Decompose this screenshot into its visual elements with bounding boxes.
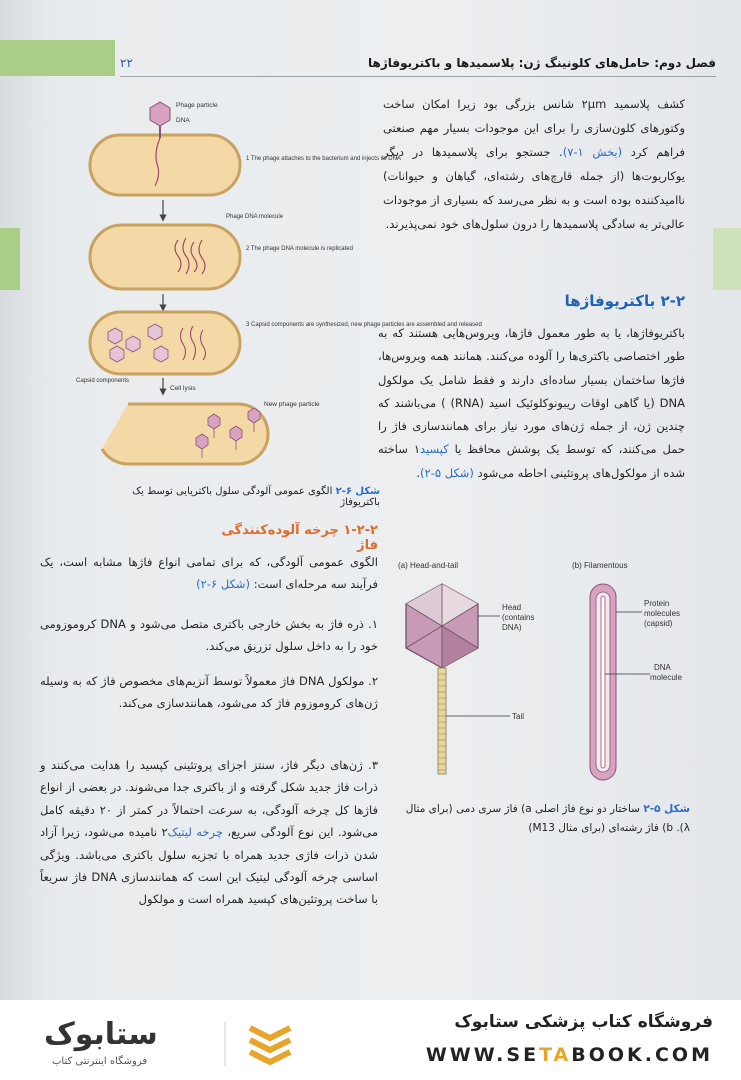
label-capsid-components: Capsid components bbox=[76, 378, 130, 384]
figure2-caption-label: شکل ۵-۲ bbox=[643, 803, 690, 815]
intro-paragraph bbox=[383, 92, 685, 236]
list-item-number: ۳. bbox=[368, 758, 379, 772]
list-item-text: ذره فاژ به بخش خارجی باکتری متصل می‌شود و DNA کروموزومی خود را به داخل سلول تزریق می‌کند. bbox=[40, 617, 378, 654]
list-item bbox=[40, 754, 378, 911]
bacterium-cell-2 bbox=[90, 225, 240, 289]
section-text-2: ۱ ساخته شده از مولکول‌های پروتئینی احاطه می‌شود bbox=[378, 442, 685, 480]
label-dna-molecule: DNA bbox=[654, 663, 671, 672]
phage-structure-figure bbox=[392, 556, 692, 791]
label-head-dna: DNA) bbox=[502, 623, 522, 632]
phage-head-icon bbox=[406, 584, 478, 668]
figure6-ref-link[interactable]: (شکل ۶-۲) bbox=[196, 577, 251, 592]
figure1-caption bbox=[90, 486, 380, 508]
figure-ref-link[interactable]: (شکل ۵-۲) bbox=[420, 465, 474, 480]
page-number: ۲۲ bbox=[120, 56, 133, 70]
list-item bbox=[40, 613, 378, 658]
label-step1: 1 The phage attaches to the bacterium and injects its DNA bbox=[246, 156, 401, 162]
intro-link[interactable]: (بخش ۱-۷) bbox=[562, 145, 623, 159]
section-paragraph bbox=[378, 322, 685, 485]
store-url-end: BOOK.COM bbox=[571, 1044, 713, 1066]
intro-text-1: کشف پلاسمید ۲μm شانس بزرگی بود زیرا امکان ساخت وکتورهای کلون‌سازی را برای این موجودات بسیار مهم صنعتی فراهم کرد bbox=[383, 97, 685, 159]
label-tail: Tail bbox=[512, 712, 525, 721]
section-text-3: . bbox=[416, 465, 421, 480]
list-item-text: مولکول DNA فاژ معمولاً توسط آنزیم‌های مخصوص فاژ که به وسیله ژن‌های کروموزوم فاژ کد می‌شود، همانندسازی می‌کند. bbox=[40, 674, 378, 711]
subsection-intro-text: الگوی عمومی آلودگی، که برای تمامی انواع فاژها مشابه است، یک فرآیند سه مرحله‌ای است: bbox=[40, 555, 378, 592]
chapter-tab bbox=[0, 40, 115, 76]
store-url-mid: TA bbox=[539, 1044, 572, 1066]
label-cell-lysis: Cell lysis bbox=[170, 385, 196, 392]
label-dna-molecule-2: molecule bbox=[650, 673, 683, 682]
figure1-caption-text: الگوی عمومی آلودگی سلول باکتریایی توسط یک باکتریوفاژ bbox=[132, 486, 380, 508]
filamentous-phage bbox=[590, 584, 616, 780]
intro-text-2: . جستجو برای پلاسمیدها در دیگر یوکاریوت‌ها (از جمله قارچ‌های رشته‌ای، گیاهان و حیوانات) ناامیدکننده بوده است و به نظر می‌رسد که بسیاری از موجودات عالی‌تر به سادگی پلاسمیدها را درون سلول‌های خود نمی‌پذیرند. bbox=[383, 145, 685, 231]
list-item-number: ۲. bbox=[368, 674, 378, 688]
figure2-caption-text: ساختار دو نوع فاژ اصلی a) فاژ سری دمی (برای مثال λ). b) فاژ رشته‌ای (برای مثال M13) bbox=[405, 803, 690, 834]
list-item bbox=[40, 670, 378, 715]
label-head-contains: (contains bbox=[502, 613, 535, 622]
subsection-intro bbox=[40, 551, 378, 596]
section-title: ۲-۲ باکتریوفاژها bbox=[564, 292, 685, 310]
side-tab-left bbox=[0, 228, 20, 290]
phage-head-icon bbox=[150, 102, 170, 126]
figure2-caption bbox=[392, 800, 690, 838]
label-phage-dna-molecule: Phage DNA molecule bbox=[226, 214, 284, 220]
phage-tail bbox=[438, 668, 446, 774]
chapter-title: فصل دوم: حامل‌های کلونینگ ژن: پلاسمیدها و باکتریوفاژها bbox=[368, 56, 716, 70]
logo-chevron-icon bbox=[250, 1028, 290, 1062]
lytic-cycle-link[interactable]: چرخه لیتیک bbox=[167, 825, 223, 840]
label-head-and-tail: (a) Head-and-tail bbox=[398, 561, 459, 570]
label-phage-particle: Phage particle bbox=[176, 102, 218, 109]
side-tab-right bbox=[713, 228, 741, 290]
store-url[interactable] bbox=[426, 1044, 713, 1066]
list-item-text: ژن‌های دیگر فاژ، سنتز اجزای پروتئینی کپسید را هدایت می‌کنند و ذرات فاژ جدید شکل گرفته و از باکتری جدا می‌شوند. در بعضی از انواع فاژها کل چرخه آلودگی، به سرعت احتمالاً در کمتر از ۲۰ دقیقه کامل می‌شود. این نوع آلودگی سریع، bbox=[40, 758, 378, 840]
label-step2: 2 The phage DNA molecule is replicated bbox=[246, 246, 353, 252]
label-protein-molecules: molecules bbox=[644, 609, 681, 618]
bacterium-cell-1 bbox=[90, 135, 240, 195]
label-new-phage-particle: New phage particle bbox=[264, 401, 320, 408]
page-header bbox=[120, 50, 716, 77]
list-item-number: ۱. bbox=[368, 617, 378, 631]
store-url-start: WWW.SE bbox=[425, 1044, 540, 1066]
list-item-text-end: ۲ نامیده می‌شود، زیرا آزاد شدن ذرات فاژی جدید همراه با تجزیه سلول باکتری می‌باشد. ویژگی اساسی چرخه آلودگی لیتیک این است که همانندسازی DNA فاژ سریعاً با ساخت پروتئین‌های کپسید همراه است و مولکول bbox=[40, 825, 378, 907]
figure1-caption-label: شکل ۶-۲ bbox=[335, 486, 380, 497]
logo-text: ستابوک bbox=[44, 1017, 158, 1052]
label-head: Head bbox=[502, 603, 522, 612]
capsid-link[interactable]: کپسید bbox=[420, 442, 449, 457]
label-filamentous: (b) Filamentous bbox=[572, 561, 628, 570]
label-step3: 3 Capsid components are synthesized, new phage particles are assembled and released bbox=[246, 322, 482, 328]
lysed-cell bbox=[102, 404, 268, 464]
label-dna: DNA bbox=[176, 117, 190, 124]
label-protein-capsid: (capsid) bbox=[644, 619, 673, 628]
label-protein: Protein bbox=[644, 599, 670, 608]
logo-subtitle: فروشگاه اینترنتی کتاب bbox=[52, 1056, 148, 1067]
subsection-title: ۱-۲-۲ چرخه آلوده‌کنندگی فاژ bbox=[221, 523, 378, 553]
section-text-1: باکتریوفاژها، یا به طور معمول فاژها، ویروس‌هایی هستند که به طور اختصاصی باکتری‌ها را آلوده می‌کنند. همانند همه ویروس‌ها، فاژها ساختمان بسیار ساده‌ای دارند و فقط شامل یک مولکول DNA (یا گاهی اوقات ریبونوکلوئیک اسید (RNA) ) می‌باشند که چندین ژن، از جمله ژن‌های مورد نیاز برای همانندسازی فاژ را حمل می‌کنند، که توسط یک پوشش محافظ یا bbox=[378, 326, 685, 457]
store-name: فروشگاه کتاب پزشکی ستابوک bbox=[454, 1012, 713, 1032]
